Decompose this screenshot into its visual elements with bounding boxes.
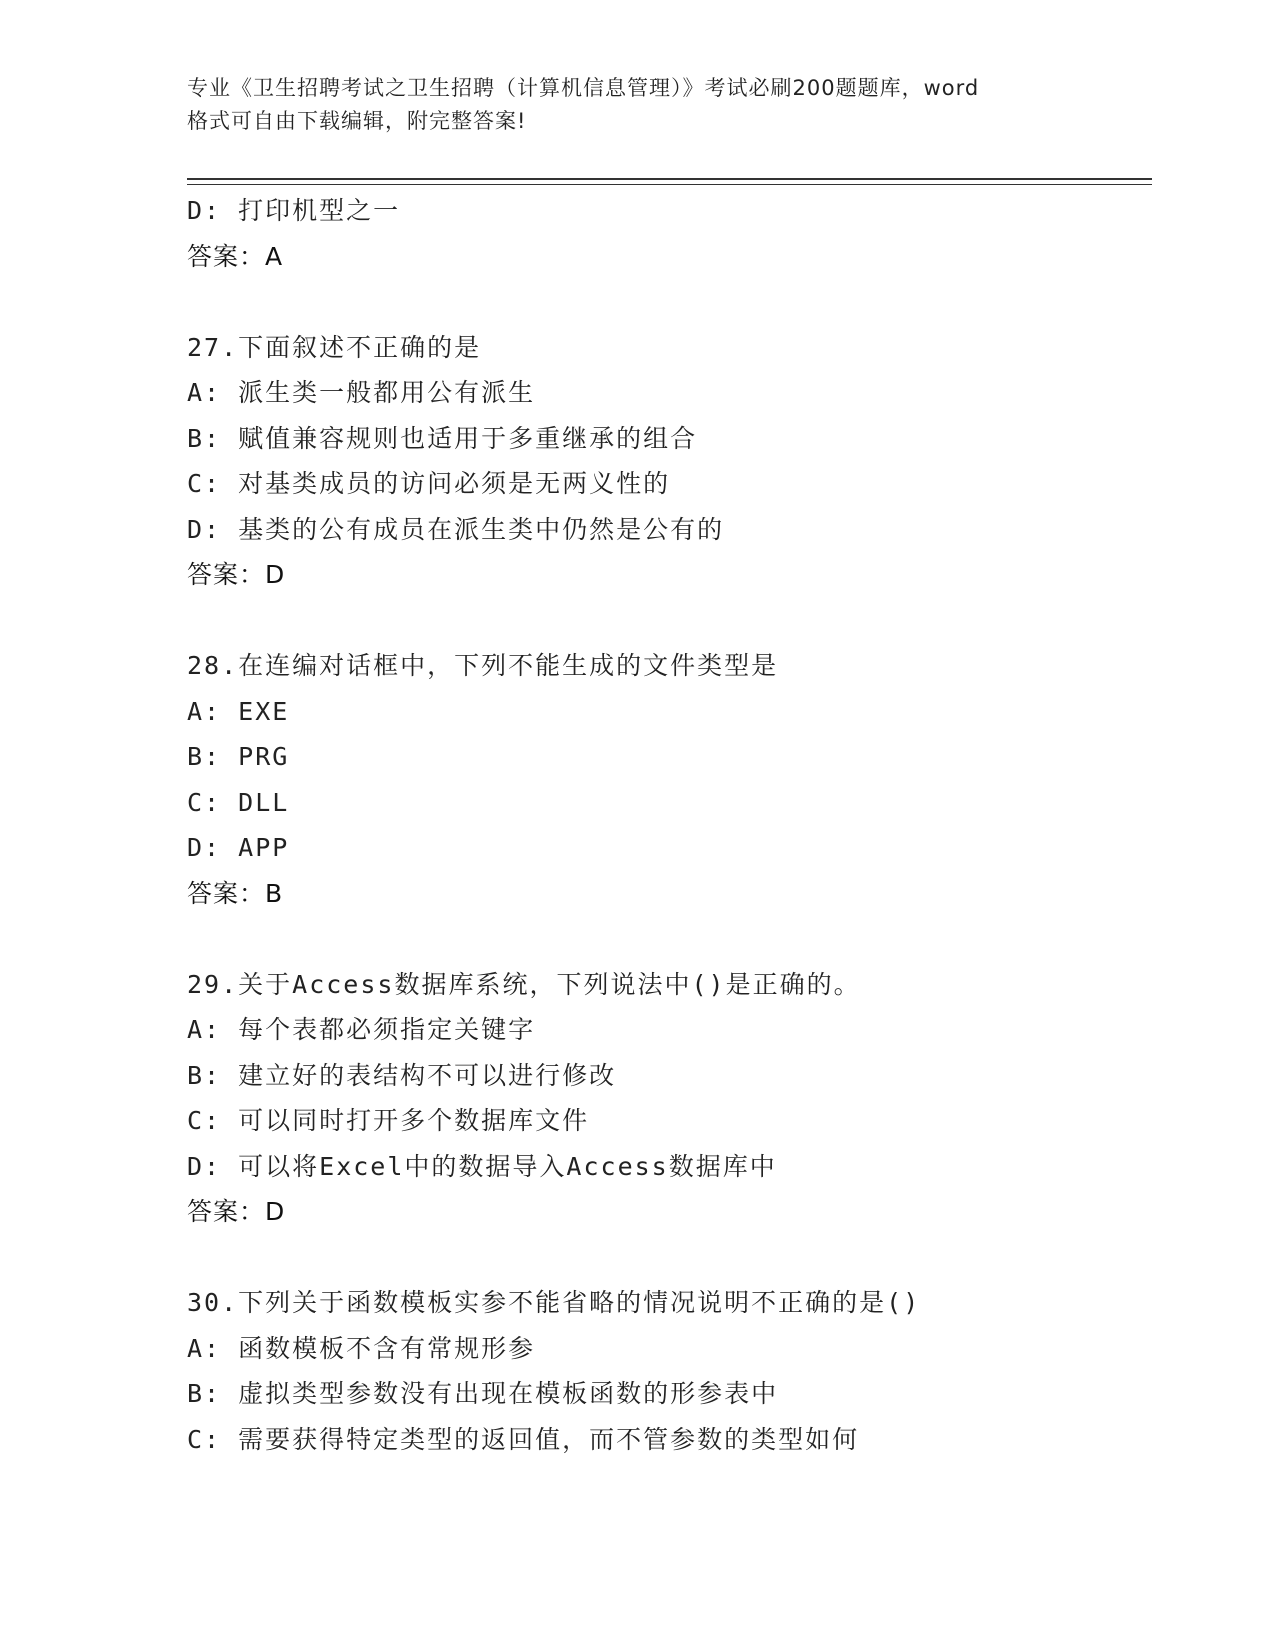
question-block-29 [187,962,1147,1235]
question-block-30 [187,1280,1147,1462]
option-d: D: 基类的公有成员在派生类中仍然是公有的 [187,514,725,544]
answer: 答案：D [187,560,286,589]
question-text: 30.下列关于函数模板实参不能省略的情况说明不正确的是() [187,1288,921,1317]
question-block-28 [187,643,1147,916]
question-list [187,188,1147,1462]
answer: 答案：B [187,878,284,908]
document-header [187,72,1087,138]
spacer [187,916,1147,962]
option-b: B: 虚拟类型参数没有出现在模板函数的形参表中 [187,1379,779,1408]
option-b: B: PRG [187,742,290,771]
question-text: 29.关于Access数据库系统，下列说法中()是正确的。 [187,969,861,999]
option-c: C: DLL [187,787,290,817]
header-divider-thin [187,184,1152,185]
header-line-2: 格式可自由下载编辑，附完整答案! [187,109,527,133]
option-c: C: 需要获得特定类型的返回值，而不管参数的类型如何 [187,1424,860,1454]
answer: 答案：D [187,1197,286,1226]
spacer [187,598,1147,644]
question-block-27 [187,325,1147,598]
header-line-1: 专业《卫生招聘考试之卫生招聘（计算机信息管理）》考试必刷200题题库，word [187,76,980,100]
option-a: A: 函数模板不含有常规形参 [187,1333,536,1363]
option-c: C: 对基类成员的访问必须是无两义性的 [187,469,671,498]
option-a: A: EXE [187,696,290,726]
spacer [187,279,1147,325]
header-divider-thick [187,178,1152,180]
prev-option-d: D: 打印机型之一 [187,196,401,225]
prev-answer: 答案：A [187,241,284,271]
option-c: C: 可以同时打开多个数据库文件 [187,1106,590,1135]
question-text: 28.在连编对话框中，下列不能生成的文件类型是 [187,651,779,680]
option-a: A: 派生类一般都用公有派生 [187,378,536,407]
question-text: 27.下面叙述不正确的是 [187,332,482,362]
option-d: D: 可以将Excel中的数据导入Access数据库中 [187,1151,777,1181]
spacer [187,1235,1147,1281]
option-a: A: 每个表都必须指定关键字 [187,1015,536,1044]
option-b: B: 建立好的表结构不可以进行修改 [187,1060,617,1090]
option-d: D: APP [187,833,290,862]
option-b: B: 赋值兼容规则也适用于多重继承的组合 [187,423,698,453]
